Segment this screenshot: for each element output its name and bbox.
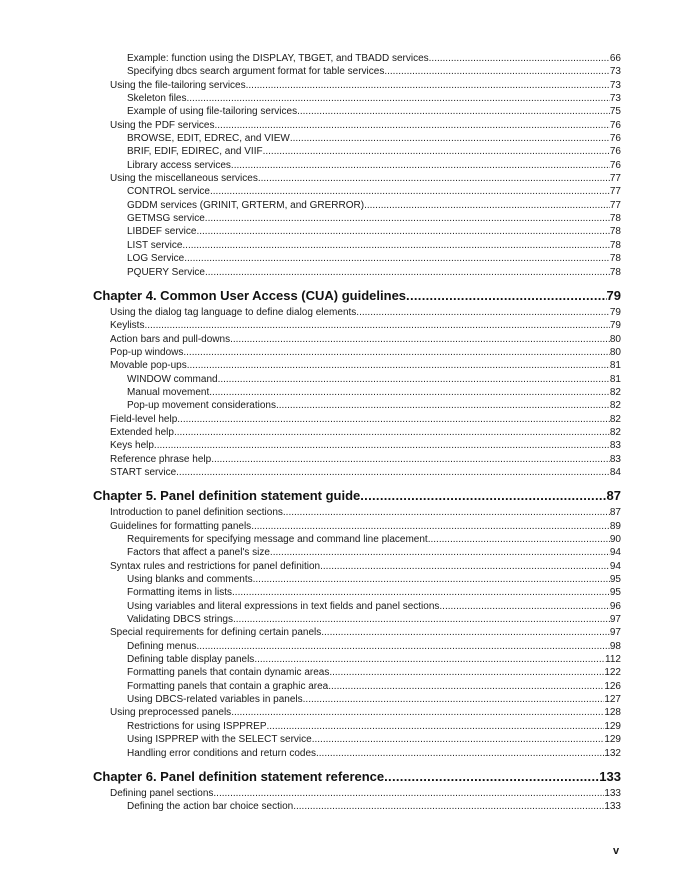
toc-entry-title: Using the file-tailoring services — [110, 79, 246, 91]
dot-leader — [210, 185, 610, 198]
toc-entry-page: 81 — [609, 360, 621, 372]
toc-entry-page: 95 — [609, 574, 621, 586]
dot-leader — [251, 520, 610, 533]
toc-entry[interactable] — [93, 239, 621, 252]
toc-entry[interactable] — [93, 720, 621, 733]
dot-leader — [254, 653, 605, 666]
toc-entry[interactable] — [93, 680, 621, 693]
toc-entry-title: Movable pop-ups — [110, 360, 187, 372]
toc-entry-title: Using the miscellaneous services — [110, 173, 258, 185]
toc-entry[interactable] — [93, 306, 621, 319]
toc-entry-title: Example of using file-tailoring services — [127, 106, 298, 118]
dot-leader — [360, 486, 606, 506]
toc-entry-page: 84 — [609, 466, 621, 478]
toc-entry[interactable] — [93, 520, 621, 533]
dot-leader — [253, 573, 610, 586]
toc-entry[interactable] — [93, 52, 621, 65]
toc-entry[interactable] — [93, 747, 621, 760]
toc-entry-title: Pop-up windows — [110, 346, 184, 358]
toc-entry[interactable] — [93, 640, 621, 653]
toc-entry-title: Action bars and pull-downs — [110, 333, 231, 345]
page-number: v — [613, 845, 620, 857]
toc-chapter-entry[interactable] — [93, 767, 621, 787]
toc-entry-title: WINDOW command — [127, 373, 218, 385]
toc-entry[interactable] — [93, 79, 621, 92]
dot-leader — [321, 626, 610, 639]
dot-leader — [276, 399, 610, 412]
toc-entry[interactable] — [93, 626, 621, 639]
toc-entry-title: START service — [110, 466, 177, 478]
toc-entry-page: 77 — [609, 186, 621, 198]
toc-entry-title: Special requirements for defining certain panels — [110, 627, 322, 639]
toc-entry[interactable] — [93, 586, 621, 599]
toc-entry-title: Using preprocessed panels — [110, 707, 232, 719]
toc-entry-title: PQUERY Service — [127, 266, 205, 278]
toc-entry-title: Chapter 5. Panel definition statement guide — [93, 488, 361, 504]
toc-entry-title: Extended help — [110, 426, 174, 438]
toc-entry-page: 77 — [609, 199, 621, 211]
toc-entry-title: LOG Service — [127, 253, 185, 265]
toc-entry[interactable] — [93, 212, 621, 225]
toc-entry-title: Defining the action bar choice section — [127, 801, 294, 813]
toc-entry-title: Keys help — [110, 440, 154, 452]
toc-entry-title: BROWSE, EDIT, EDREC, and VIEW — [127, 133, 290, 145]
toc-entry-page: 89 — [609, 520, 621, 532]
toc-entry-page: 94 — [609, 547, 621, 559]
toc-entry-title: Skeleton files — [127, 93, 187, 105]
dot-leader — [316, 747, 604, 760]
dot-leader — [303, 693, 605, 706]
dot-leader — [196, 640, 609, 653]
toc-entry-title: LIBDEF service — [127, 226, 197, 238]
toc-entry-title: Using the PDF services — [110, 119, 215, 131]
dot-leader — [428, 533, 610, 546]
toc-entry-page: 83 — [609, 453, 621, 465]
toc-entry-title: Handling error conditions and return codes — [127, 747, 316, 759]
dot-leader — [231, 159, 610, 172]
toc-entry[interactable] — [93, 546, 621, 559]
table-of-contents — [93, 52, 621, 814]
dot-leader — [187, 359, 610, 372]
toc-entry-page: 79 — [609, 306, 621, 318]
toc-entry[interactable] — [93, 359, 621, 372]
toc-entry-page: 78 — [609, 266, 621, 278]
toc-entry-page: 82 — [609, 386, 621, 398]
toc-entry-title: Validating DBCS strings — [127, 614, 233, 626]
dot-leader — [218, 373, 610, 386]
dot-leader — [186, 92, 609, 105]
toc-chapter-entry[interactable] — [93, 286, 621, 306]
dot-leader — [364, 199, 610, 212]
toc-chapter-entry[interactable] — [93, 486, 621, 506]
toc-entry[interactable] — [93, 439, 621, 452]
toc-entry-page: 128 — [604, 707, 621, 719]
toc-entry[interactable] — [93, 145, 621, 158]
toc-entry-page: 82 — [609, 400, 621, 412]
dot-leader — [246, 79, 610, 92]
toc-entry-page: 81 — [609, 373, 621, 385]
toc-entry-page: 73 — [609, 66, 621, 78]
toc-entry[interactable] — [93, 199, 621, 212]
toc-entry-page: 87 — [609, 507, 621, 519]
toc-entry[interactable] — [93, 706, 621, 719]
toc-entry-page: 82 — [609, 426, 621, 438]
dot-leader — [290, 132, 610, 145]
toc-entry-page: 132 — [604, 747, 621, 759]
toc-entry-page: 95 — [609, 587, 621, 599]
toc-entry[interactable] — [93, 333, 621, 346]
toc-entry-page: 78 — [609, 239, 621, 251]
toc-entry-title: Formatting panels that contain dynamic areas — [127, 667, 330, 679]
dot-leader — [267, 720, 605, 733]
toc-entry-title: Example: function using the DISPLAY, TBGET, and TBADD services — [127, 53, 429, 64]
toc-entry[interactable] — [93, 787, 621, 800]
dot-leader — [205, 266, 610, 279]
toc-entry[interactable] — [93, 666, 621, 679]
toc-entry-title: Requirements for specifying message and command line placement — [127, 534, 428, 545]
toc-entry-page: 97 — [609, 627, 621, 639]
toc-entry-page: 129 — [604, 720, 621, 732]
toc-entry[interactable] — [93, 693, 621, 706]
toc-entry-title: Chapter 4. Common User Access (CUA) guidelines — [93, 287, 407, 303]
toc-entry[interactable] — [93, 399, 621, 412]
toc-entry-page: 133 — [599, 768, 621, 784]
toc-entry[interactable] — [93, 92, 621, 105]
dot-leader — [196, 225, 609, 238]
toc-entry-title: Keylists — [110, 320, 145, 332]
toc-entry[interactable] — [93, 506, 621, 519]
toc-entry[interactable] — [93, 733, 621, 746]
toc-entry-title: Field-level help — [110, 413, 178, 425]
toc-entry-page: 76 — [609, 119, 621, 131]
toc-entry-page: 83 — [609, 440, 621, 452]
toc-entry-title: Defining table display panels — [127, 654, 255, 666]
toc-entry-title: Formatting items in lists — [127, 587, 233, 599]
toc-entry-title: Library access services — [127, 159, 231, 171]
toc-entry-page: 90 — [609, 534, 621, 545]
toc-entry-page: 96 — [609, 600, 621, 612]
toc-entry-page: 78 — [609, 253, 621, 265]
dot-leader — [144, 319, 609, 332]
dot-leader — [439, 600, 609, 613]
toc-entry-title: Syntax rules and restrictions for panel definition — [110, 560, 321, 572]
toc-entry[interactable] — [93, 560, 621, 573]
toc-entry-page: 94 — [609, 560, 621, 572]
toc-entry[interactable] — [93, 185, 621, 198]
toc-entry-page: 80 — [609, 333, 621, 345]
dot-leader — [154, 439, 610, 452]
toc-entry[interactable] — [93, 346, 621, 359]
dot-leader — [356, 306, 610, 319]
toc-entry-title: Defining menus — [127, 640, 197, 652]
toc-entry-page: 126 — [604, 680, 621, 692]
toc-entry-title: Guidelines for formatting panels — [110, 520, 252, 532]
toc-entry[interactable] — [93, 466, 621, 479]
toc-entry[interactable] — [93, 600, 621, 613]
toc-entry-title: Reference phrase help — [110, 453, 212, 465]
toc-entry-title: Defining panel sections — [110, 787, 214, 799]
dot-leader — [182, 239, 609, 252]
toc-entry[interactable] — [93, 105, 621, 118]
dot-leader — [233, 613, 610, 626]
toc-entry[interactable] — [93, 653, 621, 666]
toc-entry-title: Using ISPPREP with the SELECT service — [127, 734, 312, 746]
toc-entry[interactable] — [93, 132, 621, 145]
toc-entry-page: 80 — [609, 346, 621, 358]
dot-leader — [213, 787, 604, 800]
toc-entry[interactable] — [93, 800, 621, 813]
toc-entry-page: 77 — [609, 173, 621, 185]
dot-leader — [214, 119, 609, 132]
toc-entry-title: LIST service — [127, 239, 183, 251]
toc-entry-title: Pop-up movement considerations — [127, 400, 276, 412]
dot-leader — [211, 453, 610, 466]
toc-entry-title: Factors that affect a panel's size — [127, 547, 270, 559]
toc-entry-page: 76 — [609, 146, 621, 158]
toc-entry-page: 127 — [604, 694, 621, 706]
toc-entry-page: 133 — [604, 801, 621, 813]
dot-leader — [231, 706, 604, 719]
toc-entry[interactable] — [93, 453, 621, 466]
toc-entry[interactable] — [93, 373, 621, 386]
toc-entry[interactable] — [93, 613, 621, 626]
toc-entry[interactable] — [93, 386, 621, 399]
toc-entry[interactable] — [93, 426, 621, 439]
toc-entry[interactable] — [93, 319, 621, 332]
dot-leader — [258, 172, 610, 185]
dot-leader — [293, 800, 604, 813]
toc-entry-page: 79 — [606, 287, 621, 303]
toc-entry-title: Using the dialog tag language to define dialog elements — [110, 306, 357, 318]
toc-entry-title: GETMSG service — [127, 213, 205, 225]
dot-leader — [406, 286, 606, 306]
toc-entry[interactable] — [93, 573, 621, 586]
toc-entry-title: Manual movement — [127, 386, 210, 398]
toc-entry-page: 122 — [604, 667, 621, 679]
toc-entry[interactable] — [93, 252, 621, 265]
toc-entry[interactable] — [93, 65, 621, 78]
dot-leader — [297, 105, 610, 118]
toc-entry-page: 66 — [609, 53, 621, 64]
toc-entry-title: CONTROL service — [127, 186, 210, 198]
dot-leader — [328, 680, 604, 693]
toc-entry[interactable] — [93, 413, 621, 426]
toc-entry[interactable] — [93, 119, 621, 132]
dot-leader — [184, 252, 610, 265]
toc-entry-title: Formatting panels that contain a graphic area — [127, 680, 329, 692]
dot-leader — [384, 767, 599, 787]
dot-leader — [384, 65, 610, 78]
toc-entry-page: 79 — [609, 320, 621, 332]
toc-entry-title: BRIF, EDIF, EDIREC, and VIIF — [127, 146, 263, 158]
toc-entry-title: Specifying dbcs search argument format for table services — [127, 66, 385, 78]
dot-leader — [263, 145, 610, 158]
dot-leader — [205, 212, 610, 225]
toc-entry-page: 75 — [609, 106, 621, 118]
toc-entry-page: 73 — [609, 79, 621, 91]
toc-entry[interactable] — [93, 172, 621, 185]
toc-entry-page: 129 — [604, 734, 621, 746]
toc-entry-page: 76 — [609, 159, 621, 171]
dot-leader — [174, 426, 610, 439]
toc-entry-page: 133 — [604, 787, 621, 799]
toc-entry[interactable] — [93, 159, 621, 172]
toc-entry-title: Chapter 6. Panel definition statement reference — [93, 768, 385, 784]
dot-leader — [429, 52, 610, 65]
toc-entry-page: 82 — [609, 413, 621, 425]
dot-leader — [312, 733, 605, 746]
dot-leader — [329, 666, 604, 679]
dot-leader — [176, 466, 610, 479]
toc-entry-page: 98 — [609, 640, 621, 652]
toc-entry-page: 78 — [609, 213, 621, 225]
toc-entry[interactable] — [93, 266, 621, 279]
toc-entry-title: GDDM services (GRINIT, GRTERM, and GRERROR) — [127, 199, 365, 211]
toc-entry-page: 78 — [609, 226, 621, 238]
dot-leader — [183, 346, 610, 359]
toc-entry-title: Using variables and literal expressions in text fields and panel sections — [127, 600, 440, 612]
dot-leader — [232, 586, 610, 599]
toc-entry-title: Introduction to panel definition sections — [110, 507, 283, 519]
dot-leader — [177, 413, 610, 426]
toc-entry-page: 112 — [605, 654, 621, 666]
toc-entry-page: 76 — [609, 133, 621, 145]
dot-leader — [209, 386, 610, 399]
dot-leader — [320, 560, 610, 573]
dot-leader — [230, 333, 610, 346]
dot-leader — [270, 546, 610, 559]
toc-entry-title: Restrictions for using ISPPREP — [127, 720, 267, 732]
toc-entry-page: 73 — [609, 93, 621, 105]
toc-entry-title: Using blanks and comments — [127, 574, 253, 586]
toc-entry-page: 97 — [609, 614, 621, 626]
toc-entry-page: 87 — [606, 488, 621, 504]
toc-entry[interactable] — [93, 533, 621, 546]
dot-leader — [283, 506, 610, 519]
toc-entry[interactable] — [93, 225, 621, 238]
toc-entry-title: Using DBCS-related variables in panels — [127, 694, 303, 706]
